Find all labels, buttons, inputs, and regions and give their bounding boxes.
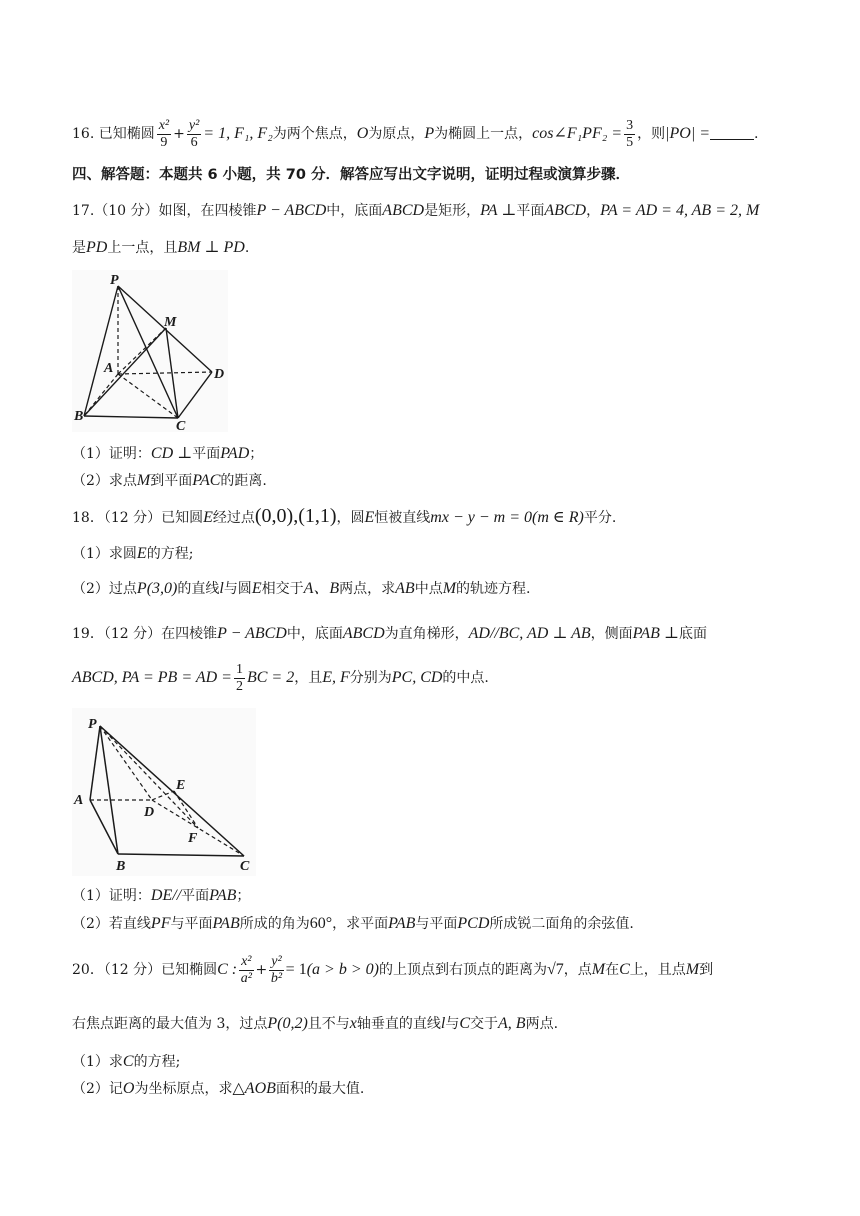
q19-label-c: C <box>240 859 250 874</box>
q16-frac-x: $\frac{\text{x²}}{9}$ <box>158 117 170 150</box>
q17-label-d: D <box>214 367 225 382</box>
q16-answer-blank[interactable] <box>710 125 754 140</box>
q19-label-p: P <box>88 717 97 732</box>
q19-line2: ABCD, PA = PB = AD = $\frac{1}{2}$ BC = 2，且E, F分别为PC, CD的中点. <box>72 661 489 694</box>
q19-sub1: （1）证明：DE//平面PAB； <box>72 887 251 904</box>
q19-label-d: D <box>144 805 155 820</box>
q17-line1: 17.（10 分）如图，在四棱锥P − ABCD中，底面ABCD是矩形，PA ⊥平面ABCD，PA = AD = 4, AB = 2, M <box>72 202 760 219</box>
q16-line: 16. 已知椭圆 $\frac{\text{x²}}{9}$ + $\frac{\text{y²}}{6}$ = 1, F₁, F₂为两个焦点，O为原点，P为椭圆上一点，cos∠F₁PF₂ = $\frac{3}{5}$ ，则|PO| = . <box>72 117 759 150</box>
q19-label-e: E <box>176 778 186 793</box>
q17-pyramid-diagram <box>72 270 228 432</box>
q19-frac-half: $\frac{1}{2}$ <box>235 661 243 694</box>
q16-prefix: 16. 已知椭圆 <box>72 126 155 142</box>
q20-sub1: （1）求C的方程; <box>72 1053 181 1070</box>
q20-frac-x: $\frac{\text{x²}}{\text{a²}}$ <box>240 953 252 986</box>
q16-frac-y: $\frac{\text{y²}}{6}$ <box>188 117 200 150</box>
q19-sub2: （2）若直线PF与平面PAB所成的角为60°，求平面PAB与平面PCD所成锐二面角的余弦值. <box>72 915 634 932</box>
q17-sub1: （1）证明：CD ⊥平面PAD； <box>72 445 264 462</box>
q20-frac-y: $\frac{\text{y²}}{\text{b²}}$ <box>270 953 283 986</box>
q17-label-a: A <box>104 361 114 376</box>
q20-line1: 20．（12 分）已知椭圆C : $\frac{\text{x²}}{\text{a²}}$ + $\frac{\text{y²}}{\text{b²}}$ = 1(a > b > 0)的上顶点到右顶点的距离为√7，点M在C上，且点M到 <box>72 953 714 986</box>
q17-line2: 是PD上一点，且BM ⊥ PD. <box>72 239 250 256</box>
q19-pyramid-diagram <box>72 708 256 876</box>
q20-line2: 右焦点距离的最大值为 3，过点P(0,2)且不与x轴垂直的直线l与C交于A, B两点. <box>72 1015 559 1032</box>
q19-line1: 19．（12 分）在四棱锥P − ABCD中，底面ABCD为直角梯形，AD//BC, AD ⊥ AB，侧面PAB ⊥底面 <box>72 625 707 642</box>
section4-title: 四、解答题：本题共 6 小题，共 70 分．解答应写出文字说明，证明过程或演算步骤． <box>72 167 630 183</box>
q18-sub1: （1）求圆E的方程; <box>72 545 194 562</box>
q19-label-f: F <box>188 831 198 846</box>
q19-label-b: B <box>116 859 126 874</box>
q18-line1: 18．（12 分）已知圆E经过点(0,0),(1,1)，圆E恒被直线mx − y − m = 0(m ∈ R)平分. <box>72 505 617 527</box>
q18-sub2: （2）过点P(3,0)的直线l与圆E相交于A、B两点，求AB中点M的轨迹方程. <box>72 580 531 597</box>
q17-label-c: C <box>176 419 186 432</box>
q19-figure <box>72 708 256 876</box>
q16-frac-35: $\frac{3}{5}$ <box>626 117 634 150</box>
q17-label-p: P <box>110 273 119 288</box>
q17-label-m: M <box>164 315 177 330</box>
q17-sub2: （2）求点M到平面PAC的距离. <box>72 472 267 489</box>
q17-label-b: B <box>74 409 84 424</box>
q19-label-a: A <box>74 793 84 808</box>
q17-figure <box>72 270 228 432</box>
q20-sub2: （2）记O为坐标原点，求△AOB面积的最大值. <box>72 1080 365 1097</box>
